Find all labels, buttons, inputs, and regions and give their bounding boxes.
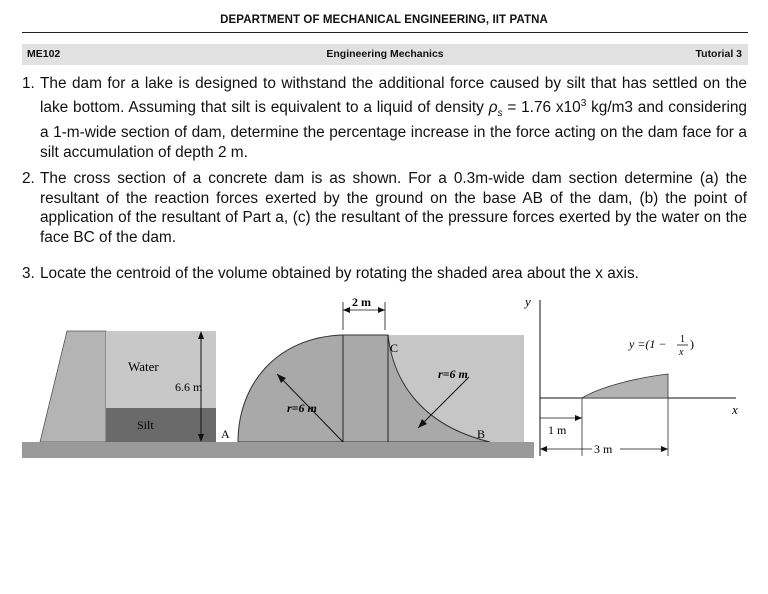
x-axis-label: x xyxy=(732,402,738,417)
density-exponent: 3 xyxy=(580,97,587,109)
radius-right-label: r=6 m xyxy=(438,367,468,381)
curve-equation: y =(1 − xyxy=(629,337,667,351)
dim-1m-label: 1 m xyxy=(548,423,567,437)
question-text: The cross section of a concrete dam is as shown. For a 0.3m-wide dam section determine (a) the resultant of the reaction forces exerted by the ground on the base AB of the dam, (b) the point of application of the resultant of Part a, (c) the resultant of the pressure forces exerted by the water on the face BC of the dam. xyxy=(40,170,747,246)
question-number: 3. xyxy=(22,265,35,282)
top-width-label: 2 m xyxy=(352,295,371,309)
ground-strip xyxy=(22,442,534,458)
point-b-label: B xyxy=(477,427,486,441)
equation-suffix: ) xyxy=(690,337,694,351)
water-label: Water xyxy=(128,359,159,374)
question-text-part: The dam for a lake is designed to withstand the additional force caused by silt that has settled on the lake bottom. Assuming that silt is equivalent to a liquid of density xyxy=(40,75,747,116)
point-a-label: A xyxy=(221,427,230,441)
density-symbol: ρ xyxy=(488,98,498,116)
tutorial-label: Tutorial 3 xyxy=(695,48,742,60)
depth-label: 6.6 m xyxy=(175,380,203,394)
equation-denominator: x xyxy=(679,347,684,358)
course-code: ME102 xyxy=(27,48,61,60)
density-subscript: s xyxy=(497,107,503,119)
question-text-part: = 1.76 x10 xyxy=(502,98,581,116)
equation-numerator: 1 xyxy=(680,334,685,345)
dim-3m-label: 3 m xyxy=(594,442,613,456)
radius-left-label: r=6 m xyxy=(287,401,317,415)
water-region xyxy=(106,331,216,408)
question-text: Locate the centroid of the volume obtained by rotating the shaded area about the x axis. xyxy=(40,265,639,282)
question-number: 2. xyxy=(22,170,35,187)
question-number: 1. xyxy=(22,75,35,92)
shaded-area xyxy=(582,374,668,398)
figure-centroid-area xyxy=(523,294,738,456)
point-c-label: C xyxy=(390,341,399,355)
arrow-left-icon xyxy=(540,446,547,452)
department-title: DEPARTMENT OF MECHANICAL ENGINEERING, IIT PATNA xyxy=(220,14,548,26)
silt-label: Silt xyxy=(137,418,154,432)
y-axis-label: y xyxy=(525,294,531,309)
arrow-right-icon xyxy=(575,415,582,421)
question-text-part: kg/m3 and considering a 1-m-wide section of dam, determine the percentage increase in the force acting on the dam face for a silt accumulation of depth 2 m. xyxy=(40,98,747,161)
subject-label: Engineering Mechanics xyxy=(326,48,444,60)
arrow-right-icon xyxy=(661,446,668,452)
